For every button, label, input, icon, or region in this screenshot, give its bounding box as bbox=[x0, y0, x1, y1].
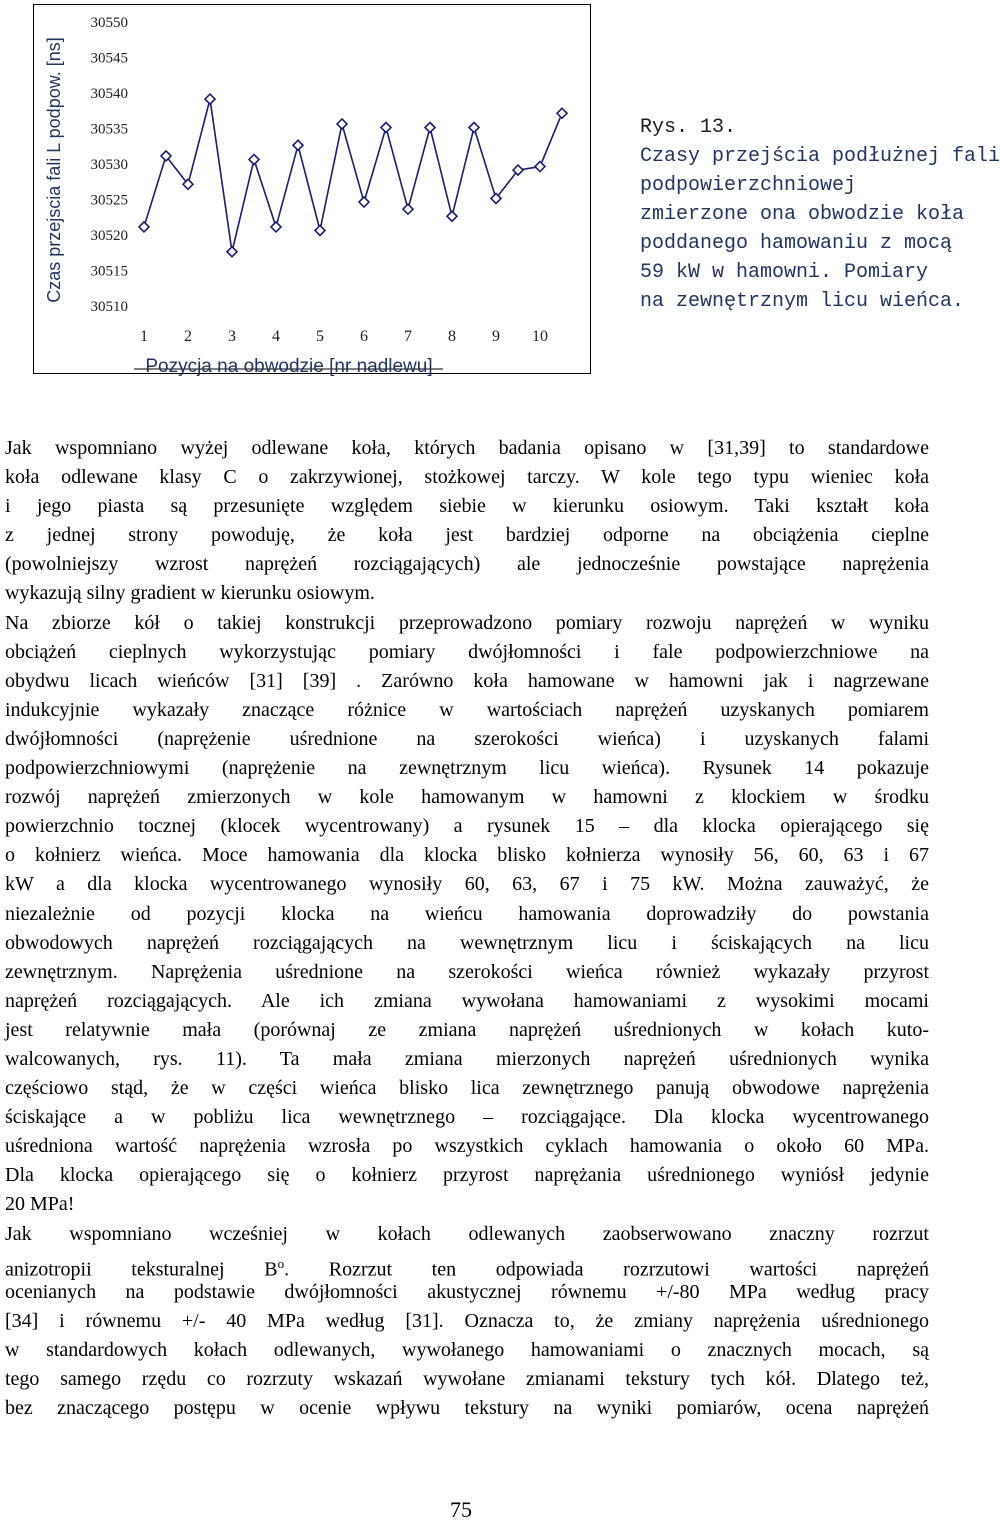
x-tick-label: 5 bbox=[316, 328, 324, 345]
text-line: rozwój naprężeń zmierzonych w kole hamowanym w hamowni z klockiem w środku bbox=[5, 786, 929, 809]
x-tick-labels bbox=[140, 328, 548, 345]
data-point bbox=[535, 162, 545, 172]
text-line: 20 MPa! bbox=[5, 1193, 75, 1216]
y-tick-label: 30535 bbox=[90, 121, 128, 138]
text-line: o kołnierz wieńca. Moce hamowania dla klocka blisko kołnierza wynosiły 56, 60, 63 i 67 bbox=[5, 844, 929, 867]
y-tick-label: 30530 bbox=[90, 157, 128, 173]
text-line: bez znaczącego postępu w ocenie wpływu tekstury na wyniki pomiarów, ocena naprężeń bbox=[5, 1397, 929, 1420]
text-line: (powolniejszy wzrost naprężeń rozciągających) ale jednocześnie powstające naprężenia bbox=[5, 553, 929, 576]
figure-caption bbox=[640, 113, 1000, 316]
text-line: dwójłomności (naprężenie uśrednione na szerokości wieńca) i uzyskanych falami bbox=[5, 727, 929, 750]
text-line: częściowo stąd, że w części wieńca blisko lica zewnętrznego panują obwodowe naprężenia bbox=[5, 1077, 929, 1100]
y-tick-label: 30550 bbox=[90, 15, 128, 31]
body-text bbox=[5, 434, 929, 1423]
caption-line: Czasy przejścia podłużnej fali bbox=[640, 145, 1000, 168]
caption-line: 59 kW w hamowni. Pomiary bbox=[640, 261, 929, 284]
y-tick-label: 30525 bbox=[90, 192, 128, 209]
text-line: walcowanych, rys. 11). Ta mała zmiana mierzonych naprężeń uśrednionych wynika bbox=[5, 1047, 929, 1070]
data-point bbox=[139, 222, 149, 232]
caption-line: poddanego hamowaniu z mocą bbox=[640, 232, 953, 255]
data-markers bbox=[139, 94, 567, 257]
caption-line: podpowierzchniowej bbox=[640, 174, 857, 197]
y-tick-label: 30520 bbox=[90, 228, 128, 244]
data-point bbox=[359, 197, 369, 207]
text-line: jest relatywnie mała (porównaj ze zmiana naprężeń uśrednionych w kołach kuto- bbox=[5, 1018, 929, 1041]
text-line: Na zbiorze kół o takiej konstrukcji przeprowadzono pomiary rozwoju naprężeń w wyniku bbox=[5, 611, 929, 634]
text-line: wykazują silny gradient w kierunku osiowym. bbox=[5, 582, 375, 605]
text-line: uśredniona wartość naprężenia wzrosła po wszystkich cyklach hamowania o około 60 MPa. bbox=[5, 1135, 929, 1158]
page-number: 75 bbox=[450, 1497, 472, 1522]
data-point bbox=[227, 247, 237, 257]
data-point bbox=[403, 204, 413, 214]
data-point bbox=[337, 119, 347, 129]
data-point bbox=[469, 123, 479, 133]
x-tick-label: 4 bbox=[272, 328, 280, 345]
superscript: o bbox=[277, 1255, 285, 1271]
text-line: powierzchnio tocznej (klocek wycentrowany) a rysunek 15 – dla klocka opierającego się bbox=[5, 815, 929, 838]
x-tick-label: 1 bbox=[140, 328, 148, 345]
x-tick-label: 7 bbox=[404, 328, 412, 345]
series-line bbox=[144, 99, 562, 252]
text-line: obciążeń cieplnych wykorzystując pomiary dwójłomności i fale podpowierzchniowe na bbox=[5, 640, 929, 663]
text-line: podpowierzchniowymi (naprężenie na zewnętrznym licu wieńca). Rysunek 14 pokazuje bbox=[5, 757, 929, 780]
y-tick-label: 30540 bbox=[90, 86, 128, 102]
text-line: w standardowych kołach odlewanych, wywołanego hamowaniami o znacznych mocach, są bbox=[5, 1338, 929, 1361]
data-point bbox=[447, 211, 457, 221]
x-tick-label: 6 bbox=[360, 328, 368, 345]
text-line: zewnętrznym. Naprężenia uśrednione na szerokości wieńca również wykazały przyrost bbox=[5, 960, 929, 983]
text-line: obwodowych naprężeń rozciągających na wewnętrznym licu i ściskających na licu bbox=[5, 931, 929, 954]
y-tick-label: 30510 bbox=[90, 299, 128, 315]
x-tick-label: 8 bbox=[448, 328, 456, 345]
text-line: kW a dla klocka wycentrowanego wynosiły 60, 63, 67 i 75 kW. Można zauważyć, że bbox=[5, 873, 929, 896]
text-line: Jak wspomniano wyżej odlewane koła, których badania opisano w [31,39] to standardowe bbox=[5, 437, 929, 459]
data-point bbox=[315, 225, 325, 235]
y-tick-label: 30515 bbox=[90, 263, 128, 280]
x-axis-label: Pozycja na obwodzie [nr nadlewu] bbox=[145, 356, 433, 377]
caption-line: na zewnętrznym licu wieńca. bbox=[640, 290, 965, 313]
x-tick-label: 3 bbox=[228, 328, 236, 345]
data-point bbox=[557, 108, 567, 118]
text-line: i jego piasta są przesunięte względem siebie w kierunku osiowym. Taki kształt koła bbox=[5, 495, 929, 518]
data-point bbox=[293, 140, 303, 150]
data-point bbox=[381, 123, 391, 133]
text-line: naprężeń rozciągających. Ale ich zmiana wywołana hamowaniami z wysokimi mocami bbox=[5, 989, 929, 1012]
x-tick-label: 9 bbox=[492, 328, 500, 345]
text-line: ocenianych na podstawie dwójłomności akustycznej równemu +/-80 MPa według pracy bbox=[5, 1280, 929, 1303]
text-line bbox=[5, 1249, 929, 1281]
caption-line: zmierzone ona obwodzie koła bbox=[640, 203, 965, 226]
data-point bbox=[249, 154, 259, 164]
text-fragment: anizotropii teksturalnej B bbox=[5, 1258, 278, 1281]
data-point bbox=[205, 94, 215, 104]
caption-line: Rys. 13. bbox=[640, 116, 737, 139]
text-line: [34] i równemu +/- 40 MPa według [31]. Oznacza to, że zmiany naprężenia uśrednionego bbox=[5, 1309, 929, 1332]
figure-chart bbox=[33, 4, 591, 377]
data-point bbox=[271, 222, 281, 232]
x-tick-label: 10 bbox=[532, 328, 548, 345]
data-point bbox=[425, 123, 435, 133]
text-line: obydwu licach wieńców [31] [39] . Zarówno koła hamowane w hamowni jak i nagrzewane bbox=[5, 669, 929, 692]
text-fragment: . Rozrzut ten odpowiada rozrzutowi wartości naprężeń bbox=[284, 1258, 929, 1281]
text-line: koła odlewane klasy C o zakrzywionej, stożkowej tarczy. W kole tego typu wieniec koła bbox=[5, 466, 929, 489]
text-line: ściskające a w pobliżu lica wewnętrznego – rozciągające. Dla klocka wycentrowanego bbox=[5, 1106, 929, 1129]
text-line: niezależnie od pozycji klocka na wieńcu hamowania doprowadziły do powstania bbox=[5, 902, 929, 925]
y-tick-labels bbox=[91, 15, 129, 315]
y-tick-label: 30545 bbox=[90, 50, 128, 67]
chart-svg bbox=[34, 5, 592, 375]
text-line: Dla klocka opierającego się o kołnierz przyrost naprężania uśrednionego wyniósł jedynie bbox=[5, 1164, 929, 1187]
y-axis-label: Czas przejscia fali L podpow. [ns] bbox=[44, 37, 64, 303]
text-line: Jak wspomniano wcześniej w kołach odlewanych zaobserwowano znaczny rozrzut bbox=[5, 1222, 929, 1245]
text-line: z jednej strony powoduję, że koła jest bardziej odporne na obciążenia cieplne bbox=[5, 524, 929, 547]
text-line: tego samego rzędu co rozrzuty wskazań wywołane zmianami tekstury tych kół. Dlatego też, bbox=[5, 1368, 929, 1390]
text-line: indukcyjnie wykazały znaczące różnice w wartościach naprężeń uzyskanych pomiarem bbox=[5, 698, 929, 721]
x-tick-label: 2 bbox=[184, 328, 192, 345]
